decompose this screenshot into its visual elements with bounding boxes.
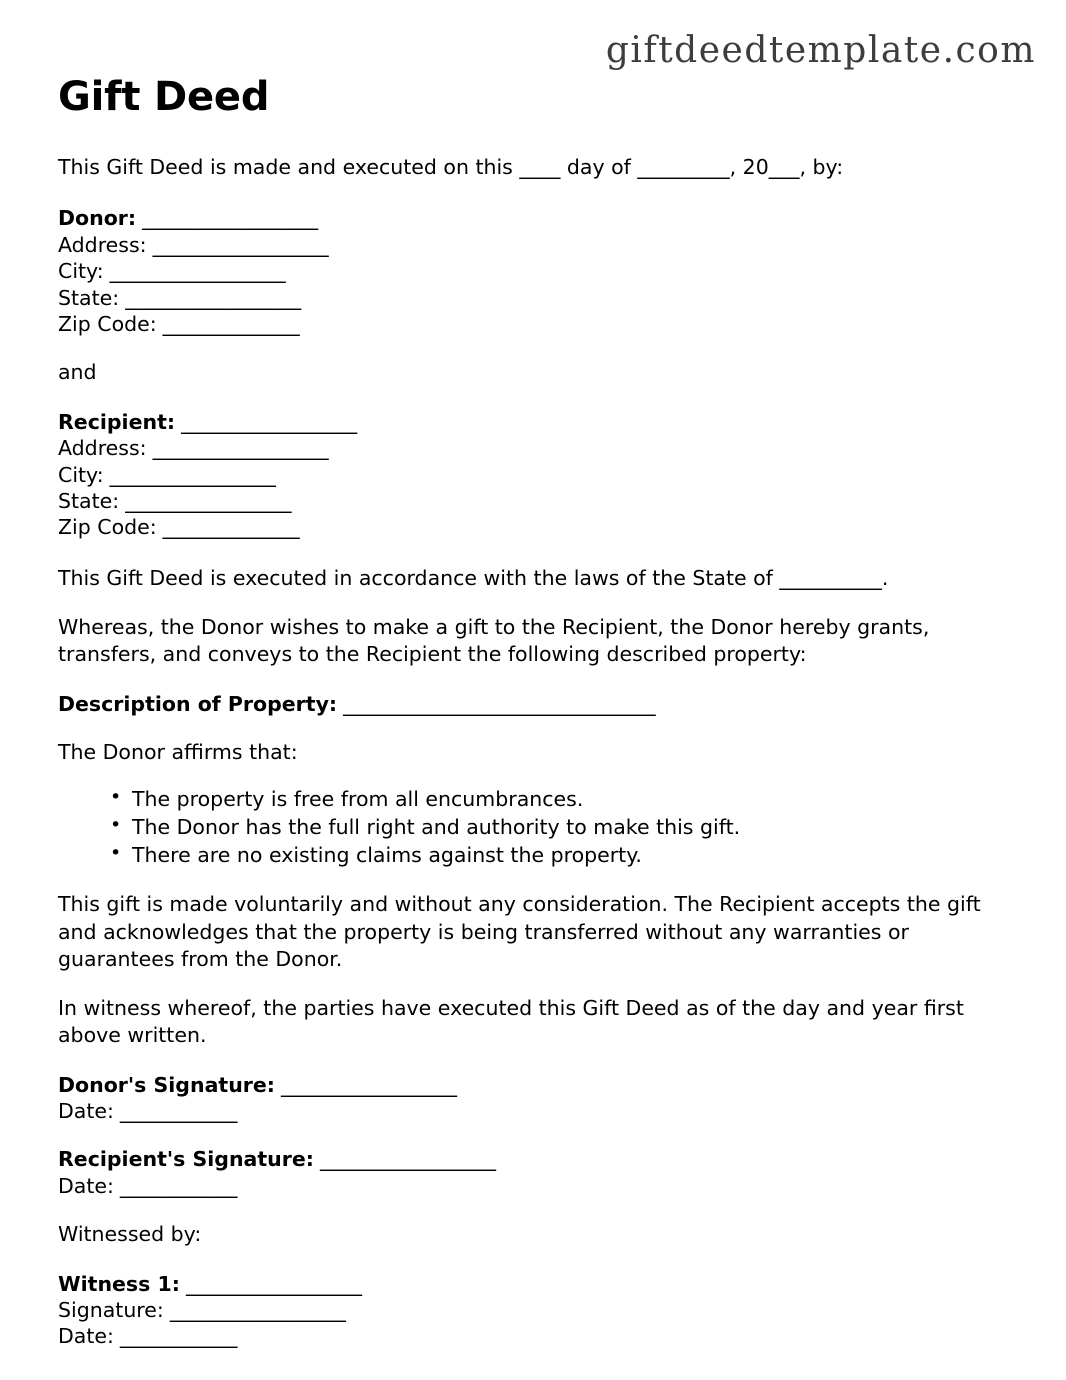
donor-zip-blank[interactable]: ______________ — [156, 312, 300, 336]
spacer — [58, 337, 1003, 359]
recipient-date-blank[interactable]: ____________ — [113, 1173, 237, 1198]
donor-state-label: State: — [58, 285, 120, 310]
spacer — [58, 669, 1003, 691]
donor-address-blank[interactable]: __________________ — [146, 232, 329, 257]
recipient-state-field — [58, 488, 1003, 514]
recipient-state-blank[interactable]: _________________ — [119, 489, 291, 513]
witness-1-name-blank[interactable]: __________________ — [179, 1271, 362, 1296]
witness-1-signature-field — [58, 1297, 1003, 1323]
site-watermark: giftdeedtemplate.com — [605, 30, 1036, 71]
donor-zip-field — [58, 311, 1003, 337]
recipient-address-label: Address: — [58, 436, 147, 461]
witness-1-signature-label: Signature: — [58, 1298, 164, 1323]
witness-whereof-paragraph: In witness whereof, the parties have executed this Gift Deed as of the day and year first above written. — [58, 996, 964, 1048]
witness-1-date-label: Date: — [58, 1324, 114, 1349]
list-item: • The Donor has the full right and authority to make this gift. — [110, 814, 1003, 842]
spacer — [58, 541, 1003, 565]
spacer — [58, 717, 1003, 739]
spacer — [58, 120, 1003, 154]
donor-signature-block — [58, 1072, 1003, 1125]
conjunction-text: and — [58, 360, 97, 385]
spacer — [58, 387, 1003, 409]
spacer — [58, 766, 1003, 786]
recipient-address-blank[interactable]: __________________ — [146, 436, 329, 461]
recipient-city-field — [58, 462, 1003, 488]
spacer — [58, 1050, 1003, 1072]
donor-address-label: Address: — [58, 232, 147, 257]
witness-1-name-field — [58, 1271, 1003, 1297]
recipient-zip-field — [58, 514, 1003, 540]
donor-city-field — [58, 258, 1003, 284]
intro-paragraph: This Gift Deed is made and executed on this ____ day of _________, 20___, by: — [58, 155, 844, 179]
recipient-name-field — [58, 409, 1003, 435]
donor-signature-field — [58, 1072, 1003, 1098]
page-title: Gift Deed — [58, 74, 270, 120]
donor-block — [58, 205, 1003, 337]
recipient-label: Recipient: — [58, 409, 176, 434]
recipient-city-blank[interactable]: _________________ — [103, 462, 276, 487]
spacer — [58, 1124, 1003, 1146]
recipient-signature-blank[interactable]: __________________ — [313, 1147, 496, 1172]
spacer — [58, 1249, 1003, 1271]
spacer — [58, 592, 1003, 614]
donor-city-label: City: — [58, 259, 104, 284]
donor-state-field — [58, 285, 1003, 311]
spacer — [58, 1199, 1003, 1221]
recipient-zip-blank[interactable]: ______________ — [156, 515, 300, 540]
property-description-label: Description of Property: — [58, 691, 338, 716]
whereas-paragraph: Whereas, the Donor wishes to make a gift to the Recipient, the Donor hereby grants, transfers, and conveys to the Recipient the following described property: — [58, 615, 930, 667]
spacer — [58, 181, 1003, 205]
list-item: • There are no existing claims against the property. — [110, 842, 1003, 870]
spacer — [58, 973, 1003, 995]
recipient-state-label: State: — [58, 489, 120, 513]
recipient-signature-field — [58, 1146, 1003, 1172]
affirmations-list — [58, 786, 1003, 869]
donor-signature-label: Donor's Signature: — [58, 1072, 276, 1097]
donor-zip-label: Zip Code: — [58, 312, 157, 336]
donor-date-blank[interactable]: ____________ — [113, 1099, 237, 1124]
witnessed-by-text: Witnessed by: — [58, 1222, 202, 1247]
witness-1-block — [58, 1271, 1003, 1350]
governing-law-paragraph: This Gift Deed is executed in accordance with the laws of the State of __________. — [58, 565, 889, 590]
donor-label: Donor: — [58, 206, 137, 231]
donor-name-blank[interactable]: __________________ — [136, 206, 318, 231]
recipient-address-field — [58, 435, 1003, 461]
donor-signature-blank[interactable]: __________________ — [275, 1072, 457, 1097]
donor-state-blank[interactable]: __________________ — [119, 285, 301, 310]
donor-name-field — [58, 205, 1003, 231]
witness-1-signature-blank[interactable]: __________________ — [163, 1298, 346, 1323]
donor-address-field — [58, 232, 1003, 258]
recipient-name-blank[interactable]: __________________ — [175, 409, 357, 434]
witness-1-date-field — [58, 1323, 1003, 1349]
recipient-signature-block — [58, 1146, 1003, 1199]
recipient-city-label: City: — [58, 462, 104, 487]
recipient-date-field — [58, 1173, 1003, 1199]
recipient-block — [58, 409, 1003, 541]
voluntary-paragraph: This gift is made voluntarily and without any consideration. The Recipient accepts the gift and acknowledges that the property is being transferred without any warranties or guarantees from the Donor. — [58, 892, 981, 971]
witness-1-label: Witness 1: — [58, 1271, 180, 1296]
recipient-signature-label: Recipient's Signature: — [58, 1147, 314, 1172]
property-description-field — [58, 691, 1003, 717]
list-item: • The property is free from all encumbrances. — [110, 786, 1003, 814]
spacer — [58, 869, 1003, 891]
recipient-date-label: Date: — [58, 1173, 114, 1198]
property-description-blank[interactable]: ________________________________ — [337, 691, 656, 716]
witness-1-date-blank[interactable]: ____________ — [113, 1324, 237, 1349]
affirms-intro-text: The Donor affirms that: — [58, 740, 298, 765]
donor-date-field — [58, 1098, 1003, 1124]
donor-city-blank[interactable]: __________________ — [103, 259, 286, 284]
recipient-zip-label: Zip Code: — [58, 515, 157, 540]
document-body — [58, 0, 1003, 1350]
donor-date-label: Date: — [58, 1099, 114, 1124]
